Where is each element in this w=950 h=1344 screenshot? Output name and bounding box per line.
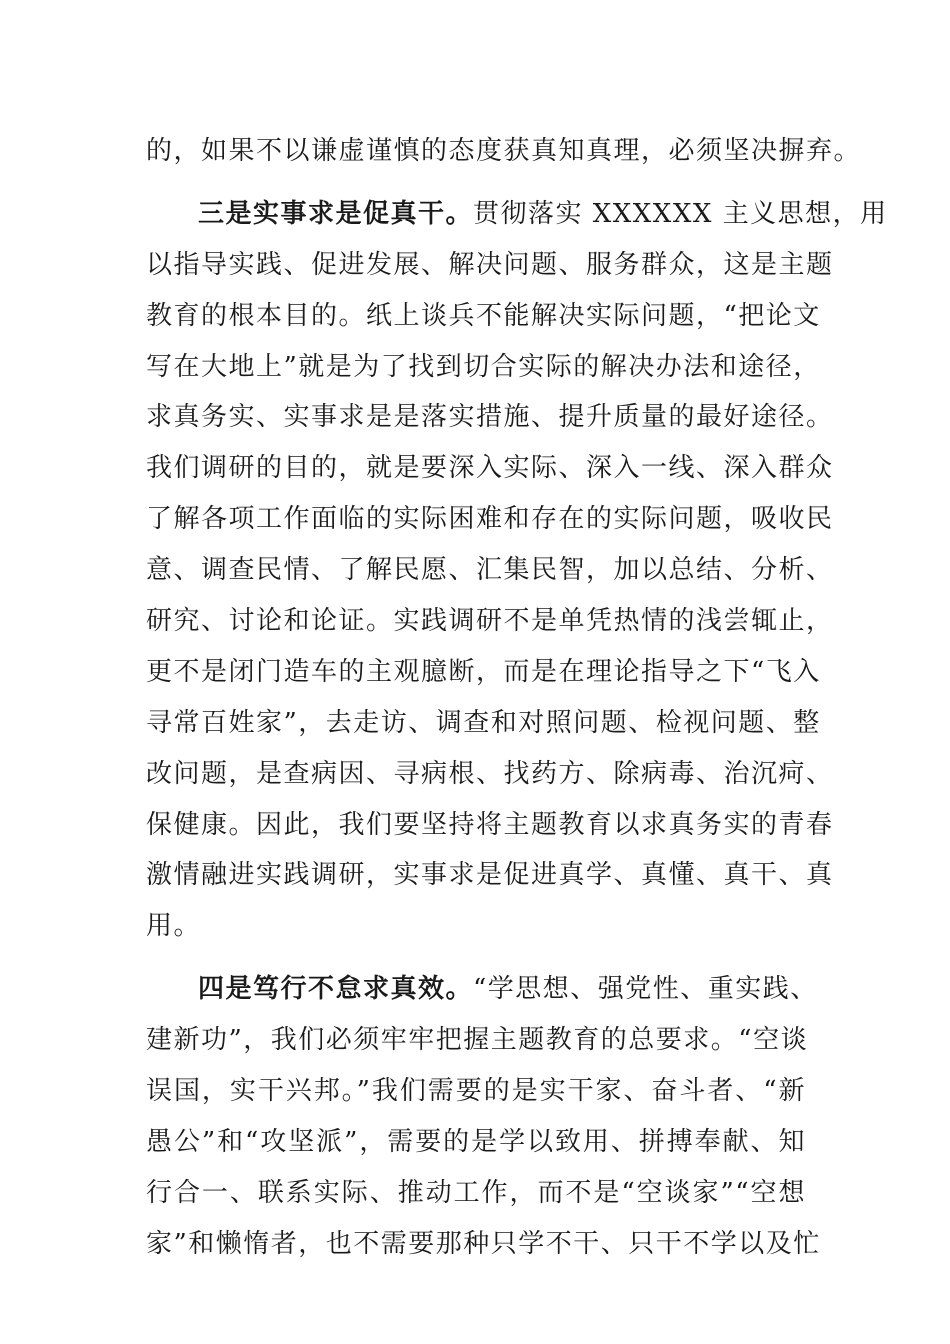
section4-line: 误国，实干兴邦。”我们需要的是实干家、奋斗者、“新 (146, 1076, 806, 1107)
section3-line: 研究、讨论和论证。实践调研不是单凭热情的浅尝辄止， (146, 606, 834, 637)
section4-heading: 四是笃行不怠求真效。 (198, 974, 474, 1005)
section3-line: 以指导实践、促进发展、解决问题、服务群众，这是主题 (146, 249, 834, 280)
section3-heading: 三是实事求是促真干。 (198, 198, 474, 229)
section3-first-line-text: 贯彻落实 XXXXXX 主义思想，用 (473, 198, 888, 229)
section3-line: 教育的根本目的。纸上谈兵不能解决实际问题，“把论文 (146, 300, 821, 331)
section3-line: 写在大地上”就是为了找到切合实际的解决办法和途径， (146, 351, 821, 382)
section4-line: 愚公”和“攻坚派”，需要的是学以致用、拼搏奉献、知 (146, 1126, 806, 1157)
section3-first-line (146, 189, 888, 240)
paragraph-gap (146, 952, 806, 964)
section3-line: 激情融进实践调研，实事求是促进真学、真懂、真干、真 (146, 860, 834, 891)
section3-line: 我们调研的目的，就是要深入实际、深入一线、深入群众 (146, 453, 834, 484)
section3-line: 用。 (146, 911, 202, 942)
section3-line: 保健康。因此，我们要坚持将主题教育以求真务实的青春 (146, 809, 834, 840)
section4-first-line (146, 964, 818, 1015)
section4-line: 家”和懒惰者，也不需要那种只学不干、只干不学以及忙 (146, 1228, 821, 1259)
section3-line: 寻常百姓家”，去走访、调查和对照问题、检视问题、整 (146, 707, 821, 738)
section3-line: 更不是闭门造车的主观臆断，而是在理论指导之下“飞入 (146, 656, 821, 687)
document-body (146, 126, 888, 1270)
section3-line: 改问题，是查病因、寻病根、找药方、除病毒、治沉疴、 (146, 758, 834, 789)
section3-line: 意、调查民情、了解民愿、汇集民智，加以总结、分析、 (146, 555, 834, 586)
section3-line: 了解各项工作面临的实际困难和存在的实际问题，吸收民 (146, 504, 834, 535)
section4-line: 建新功”，我们必须牢牢把握主题教育的总要求。“空谈 (146, 1025, 809, 1056)
paragraph-gap (146, 177, 806, 189)
paragraph-continuation-line: 的，如果不以谦虚谨慎的态度获真知真理，必须坚决摒弃。 (146, 136, 862, 166)
section3-line: 求真务实、实事求是是落实措施、提升质量的最好途径。 (146, 402, 834, 433)
section4-first-line-text: “学思想、强党性、重实践、 (473, 974, 818, 1005)
section4-line: 行合一、联系实际、推动工作，而不是“空谈家”“空想 (146, 1177, 806, 1208)
